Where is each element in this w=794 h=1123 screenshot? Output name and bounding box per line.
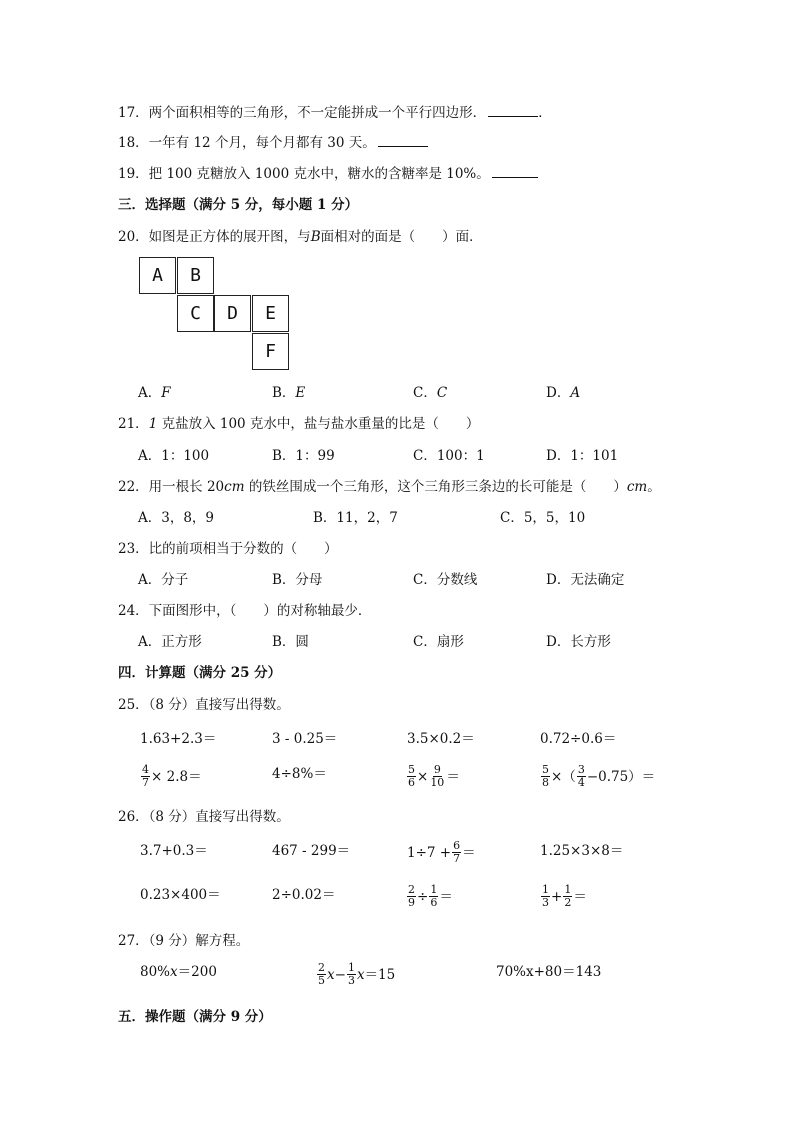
- equals: ＝: [439, 888, 453, 905]
- option-value: E: [295, 385, 306, 401]
- q27-equation-1: [140, 963, 217, 981]
- q20-option-b[interactable]: [272, 384, 305, 402]
- q21-option-c[interactable]: C．100：1: [413, 448, 485, 464]
- section-4-title: 四．计算题（满分 25 分）: [118, 665, 282, 681]
- q23-option-c[interactable]: C．分数线: [413, 572, 478, 588]
- q27-equation-3: 70%x+80＝143: [496, 964, 602, 980]
- expr-pre: 1÷7 +: [407, 844, 452, 861]
- fraction: $\frac{5}{8}$: [542, 763, 549, 789]
- q25-item-2: 3 - 0.25＝: [272, 731, 338, 747]
- q21-stem-var: 1: [148, 416, 158, 432]
- question-22: [118, 478, 661, 496]
- q20-option-d[interactable]: [546, 384, 580, 402]
- q26-item-8: [540, 884, 587, 909]
- q21-option-d[interactable]: D．1：101: [546, 448, 619, 464]
- q25-item-1: 1.63+2.3＝: [140, 731, 217, 747]
- q20-stem-post: 面相对的面是（ ）面．: [320, 229, 483, 245]
- q17-text: 17．两个面积相等的三角形，不一定能拼成一个平行四边形．: [118, 105, 487, 121]
- equals: ＝: [446, 768, 460, 785]
- q25-item-7: [406, 764, 460, 789]
- question-18: [118, 134, 428, 152]
- operator: +: [551, 888, 563, 905]
- q21-stem-pre: 21．: [118, 416, 149, 432]
- q26-item-1: 3.7+0.3＝: [140, 843, 208, 859]
- q22-option-b[interactable]: B．11，2，7: [313, 510, 398, 526]
- option-value: A: [570, 385, 581, 401]
- q22-option-a[interactable]: A．3，8，9: [138, 510, 215, 526]
- q25-item-8: [540, 764, 655, 789]
- option-label: D．: [546, 385, 571, 401]
- operator: ×（: [551, 768, 576, 785]
- q20-option-c[interactable]: [413, 384, 447, 402]
- net-face-a: A: [139, 257, 176, 294]
- q22-stem-unit-2: cm: [626, 479, 648, 495]
- q20-option-a[interactable]: [138, 384, 171, 402]
- fraction: $\frac{1}{3}$: [542, 883, 549, 909]
- expr: 4÷8%＝: [272, 766, 327, 782]
- option-value: F: [161, 385, 171, 401]
- q24-option-d[interactable]: D．长方形: [546, 634, 611, 650]
- q18-text: 18．一年有 12 个月，每个月都有 30 天。: [118, 135, 376, 151]
- question-24: 24．下面图形中，（ ）的对称轴最少．: [118, 603, 372, 619]
- question-23: 23．比的前项相当于分数的（ ）: [118, 541, 338, 557]
- q22-stem-unit: cm: [224, 479, 245, 495]
- q24-option-a[interactable]: A．正方形: [138, 634, 202, 650]
- question-21: [118, 415, 479, 433]
- q19-text: 19．把 100 克糖放入 1000 克水中，糖水的含糖率是 10%。: [118, 166, 490, 182]
- q22-stem-post: 。: [647, 479, 661, 495]
- q22-option-c[interactable]: C．5，5，10: [500, 510, 586, 526]
- q26-item-2: 467 - 299＝: [272, 843, 351, 859]
- net-face-c: C: [177, 295, 214, 332]
- net-face-e: E: [252, 295, 289, 332]
- fraction: $\frac{2}{5}$: [318, 961, 325, 987]
- q26-item-3: [407, 840, 476, 865]
- q20-stem-var: B: [310, 229, 321, 245]
- expr-pre: 80%: [140, 964, 171, 980]
- q26-item-4: 1.25×3×8＝: [540, 843, 624, 859]
- question-17: [118, 104, 552, 122]
- variable: x: [170, 964, 178, 980]
- operator: ×: [417, 768, 429, 785]
- expr-rest: × 2.8＝: [151, 768, 202, 785]
- q17-end: ．: [538, 105, 552, 121]
- section-3-title: 三．选择题（满分 5 分，每小题 1 分）: [118, 197, 359, 213]
- expr-rest: ＝15: [364, 966, 396, 983]
- question-26: 26．（8 分）直接写出得数。: [118, 809, 290, 825]
- q21-option-a[interactable]: A．1：100: [138, 448, 210, 464]
- q21-stem-post: 克盐放入 100 克水中，盐与盐水重量的比是（ ）: [157, 416, 480, 432]
- expr-post: ＝200: [177, 964, 217, 980]
- q23-option-a[interactable]: A．分子: [138, 572, 189, 588]
- q26-item-6: 2÷0.02＝: [272, 887, 336, 903]
- q25-item-5: [140, 764, 202, 789]
- q24-option-c[interactable]: C．扇形: [413, 634, 464, 650]
- q24-option-b[interactable]: B．圆: [272, 634, 309, 650]
- question-19: [118, 165, 538, 183]
- section-5-title: 五．操作题（满分 9 分）: [118, 1009, 272, 1025]
- q22-stem-mid: 的铁丝围成一个三角形，这个三角形三条边的长可能是（ ）: [244, 479, 627, 495]
- option-label: A．: [138, 385, 162, 401]
- fraction: $\frac{1}{6}$: [430, 883, 438, 909]
- q25-item-3: 3.5×0.2＝: [407, 731, 475, 747]
- q22-stem-pre: 22．用一根长 20: [118, 479, 225, 495]
- q21-option-b[interactable]: B．1：99: [272, 448, 335, 464]
- q25-item-4: 0.72÷0.6＝: [540, 731, 617, 747]
- net-face-d: D: [214, 295, 251, 332]
- expr-rest: −0.75）＝: [586, 768, 656, 785]
- operator: ÷: [417, 888, 429, 905]
- net-face-b: B: [177, 257, 214, 294]
- operator: −: [334, 966, 346, 983]
- fraction: $\frac{1}{2}$: [564, 883, 572, 909]
- q27-equation-2: [316, 962, 395, 987]
- fraction: $\frac{9}{10}$: [430, 763, 445, 789]
- fraction: $\frac{2}{9}$: [408, 883, 415, 909]
- q20-stem-pre: 20．如图是正方体的展开图，与: [118, 229, 311, 245]
- equals: ＝: [462, 844, 476, 861]
- fraction: $\frac{6}{7}$: [453, 839, 461, 865]
- fraction: $\frac{1}{3}$: [347, 961, 355, 987]
- q23-option-b[interactable]: B．分母: [272, 572, 323, 588]
- answer-blank: [488, 104, 538, 117]
- question-25: 25．（8 分）直接写出得数。: [118, 697, 290, 713]
- option-label: B．: [272, 385, 296, 401]
- question-27: 27．（9 分）解方程。: [118, 933, 250, 949]
- variable: x: [356, 966, 365, 983]
- fraction: $\frac{3}{4}$: [577, 763, 585, 789]
- option-label: C．: [413, 385, 437, 401]
- answer-blank: [378, 134, 428, 147]
- fraction: $\frac{4}{7}$: [142, 763, 149, 789]
- question-20: [118, 228, 483, 246]
- fraction: $\frac{5}{6}$: [408, 763, 415, 789]
- net-face-f: F: [252, 333, 289, 370]
- q26-item-5: 0.23×400＝: [140, 887, 221, 903]
- option-value: C: [436, 385, 448, 401]
- equals: ＝: [573, 888, 587, 905]
- answer-blank: [492, 165, 538, 178]
- q26-item-7: [406, 884, 453, 909]
- variable: x: [327, 966, 335, 983]
- q25-item-6: [272, 764, 327, 784]
- q23-option-d[interactable]: D．无法确定: [546, 572, 625, 588]
